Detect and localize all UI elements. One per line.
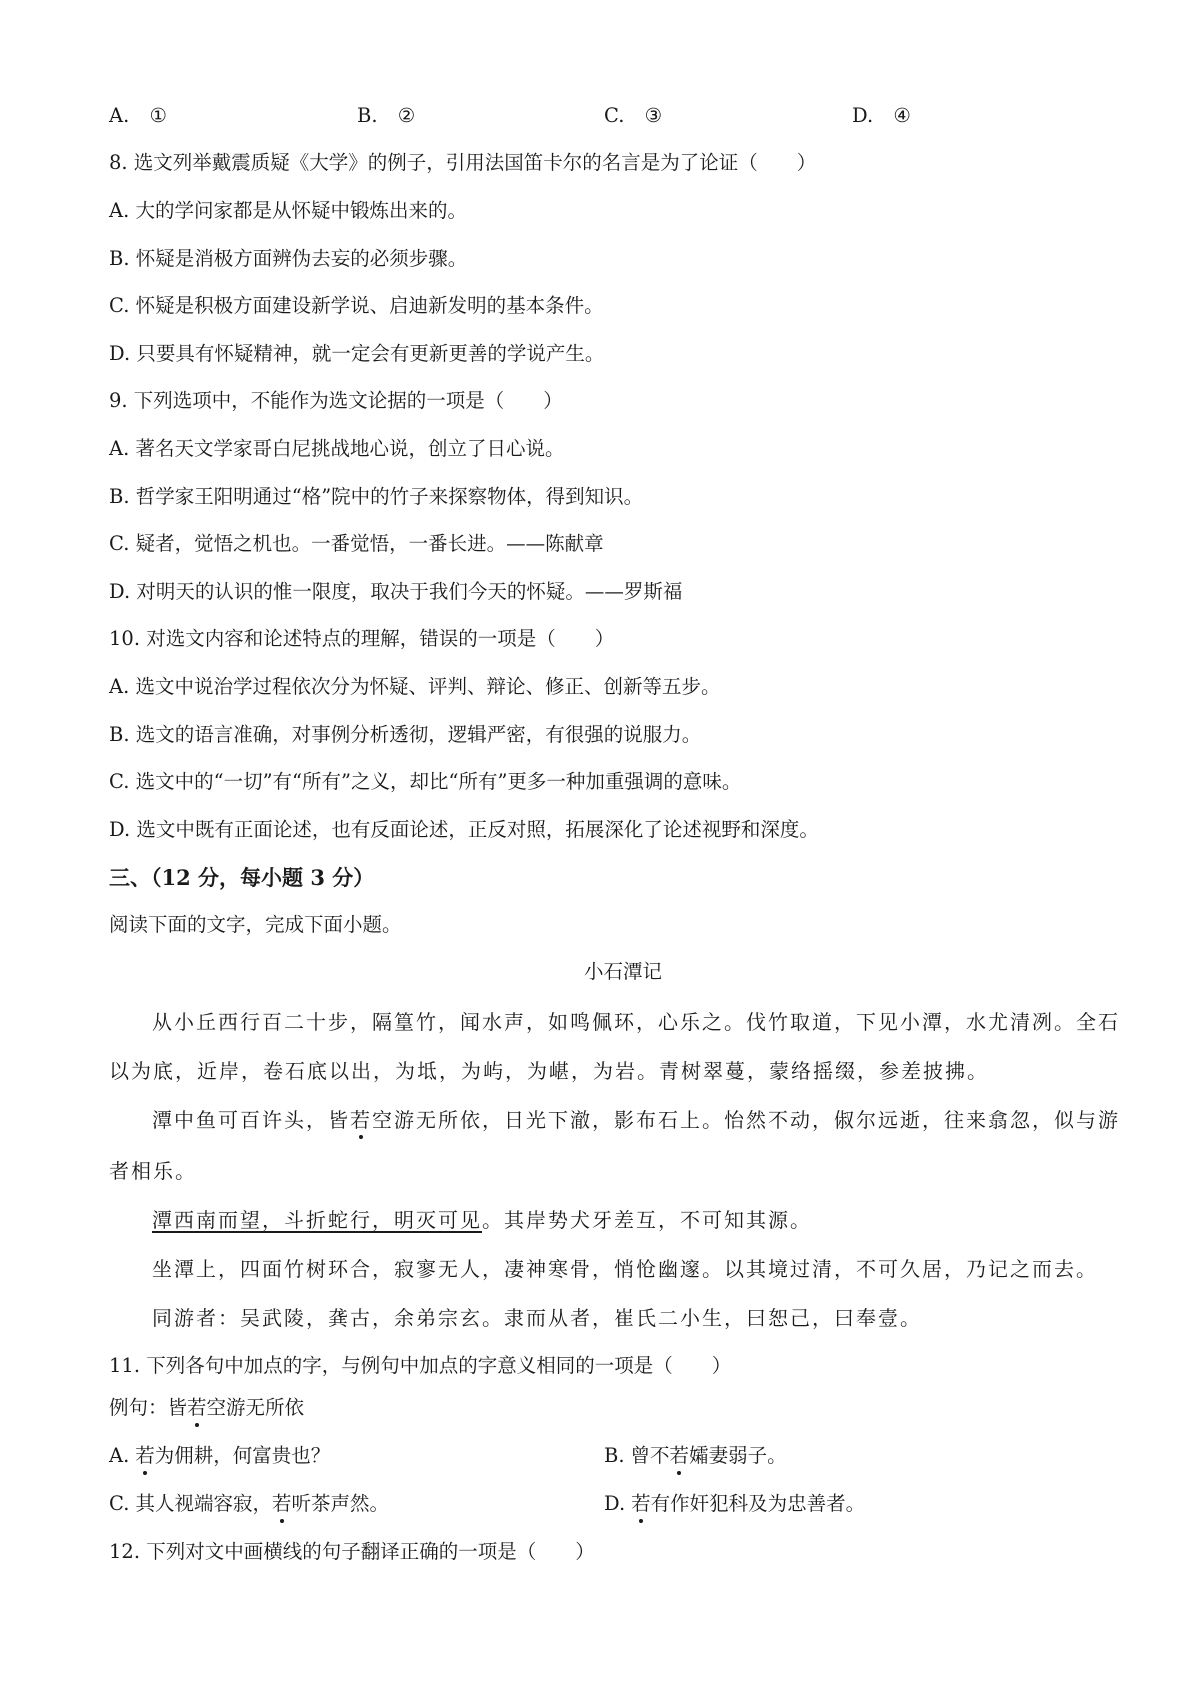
q11-option-a-dot-char: 若 [135,1444,155,1467]
q11-example-dot-char: 若 [187,1396,207,1419]
q11-option-b-letter: B. [604,1444,625,1467]
q11-option-d-letter: D. [604,1492,626,1515]
passage-paragraph-4: 坐潭上，四面竹树环合，寂寥无人，凄神寒骨，悄怆幽邃。以其境过清，不可久居，乃记之而去。 [152,1257,1098,1281]
q7-option-a-letter: A. [109,104,130,127]
q10-option-a[interactable]: A. 选文中说治学过程依次分为怀疑、评判、辩论、修正、创新等五步。 [109,675,721,698]
q12-stem: 12. 下列对文中画横线的句子翻译正确的一项是（ ） [109,1540,595,1563]
passage-paragraph-3 [152,1208,812,1232]
q10-option-d[interactable]: D. 选文中既有正面论述，也有反面论述，正反对照，拓展深化了论述视野和深度。 [109,818,819,841]
q8-stem: 8. 选文列举戴震质疑《大学》的例子，引用法国笛卡尔的名言是为了论证（ ） [109,151,817,174]
q7-option-c-text: ③ [644,104,663,127]
q7-option-b-letter: B. [357,104,378,127]
q11-option-c-dot-char: 若 [271,1492,292,1515]
q10-option-c[interactable]: C. 选文中的“一切”有“所有”之义，却比“所有”更多一种加重强调的意味。 [109,770,742,793]
q9-option-c[interactable]: C. 疑者，觉悟之机也。一番觉悟，一番长进。——陈献章 [109,532,604,555]
q11-option-b-dot-char: 若 [669,1444,690,1467]
q11-option-c-text: 听茶声然。 [291,1492,389,1515]
passage-paragraph-2-line-1 [152,1108,1120,1132]
passage-title: 小石潭记 [584,960,663,983]
q7-option-d-text: ④ [893,104,911,127]
q11-option-d[interactable] [604,1492,865,1516]
q11-option-c-letter: C. [109,1492,130,1515]
q11-option-a-letter: A. [109,1444,130,1467]
q7-option-c[interactable] [604,104,662,128]
q7-option-d-letter: D. [852,104,874,127]
q7-option-c-letter: C. [604,104,625,127]
q8-option-c[interactable]: C. 怀疑是积极方面建设新学说、启迪新发明的基本条件。 [109,294,604,317]
q9-option-b[interactable]: B. 哲学家王阳明通过“格”院中的竹子来探察物体，得到知识。 [109,485,644,508]
passage-paragraph-5: 同游者：吴武陵，龚古，余弟宗玄。隶而从者，崔氏二小生，曰恕己，曰奉壹。 [152,1306,922,1330]
passage-paragraph-1-line-1: 从小丘西行百二十步，隔篁竹，闻水声，如鸣佩环，心乐之。伐竹取道，下见小潭，水尤清冽。全石 [152,1010,1120,1034]
underlined-sentence: 潭西南而望，斗折蛇行，明灭可见 [152,1208,482,1232]
section-3-heading: 三、（12 分，每小题 3 分） [109,865,375,890]
q8-option-d[interactable]: D. 只要具有怀疑精神，就一定会有更新更善的学说产生。 [109,342,605,365]
emphasis-dot-char: 若 [350,1108,372,1132]
section-3-instruction: 阅读下面的文字，完成下面小题。 [109,913,402,936]
q10-stem: 10. 对选文内容和论述特点的理解，错误的一项是（ ） [109,627,615,650]
q9-option-d[interactable]: D. 对明天的认识的惟一限度，取决于我们今天的怀疑。——罗斯福 [109,580,683,603]
q9-option-a[interactable]: A. 著名天文学家哥白尼挑战地心说，创立了日心说。 [109,437,565,460]
q7-option-b-text: ② [397,104,416,127]
q7-option-b[interactable] [357,104,415,128]
passage-p2-prefix: 潭中鱼可百许头，皆 [152,1108,350,1132]
q7-option-a-text: ① [149,104,167,127]
q11-option-a[interactable] [109,1444,330,1468]
q7-option-a[interactable] [109,104,167,128]
q11-option-d-text: 有作奸犯科及为忠善者。 [650,1492,866,1515]
q11-example-suffix: 空游无所依 [206,1396,305,1419]
q11-option-b[interactable] [604,1444,787,1468]
q11-option-d-dot-char: 若 [631,1492,651,1515]
passage-paragraph-1-line-2: 以为底，近岸，卷石底以出，为坻，为屿，为嵁，为岩。青树翠蔓，蒙络摇缀，参差披拂。 [109,1059,989,1083]
q11-stem: 11. 下列各句中加点的字，与例句中加点的字意义相同的一项是（ ） [109,1354,732,1377]
q11-option-c[interactable] [109,1492,389,1516]
q8-option-b[interactable]: B. 怀疑是消极方面辨伪去妄的必须步骤。 [109,247,468,270]
q11-option-b-pre: 曾不 [630,1444,670,1467]
q11-option-a-text: 为佣耕，何富贵也？ [154,1444,331,1467]
q10-option-b[interactable]: B. 选文的语言准确，对事例分析透彻，逻辑严密，有很强的说服力。 [109,723,702,746]
passage-paragraph-2-line-2: 者相乐。 [109,1159,197,1183]
passage-p3-rest: 。其岸势犬牙差互，不可知其源。 [482,1208,812,1232]
q8-option-a[interactable]: A. 大的学问家都是从怀疑中锻炼出来的。 [109,199,467,222]
q11-example [109,1396,304,1420]
q11-example-prefix: 例句：皆 [109,1396,188,1419]
q11-option-b-text: 孀妻弱子。 [689,1444,787,1467]
q9-stem: 9. 下列选项中，不能作为选文论据的一项是（ ） [109,389,563,412]
q11-option-c-pre: 其人视端容寂， [135,1492,272,1515]
passage-p2-suffix: 空游无所依，日光下澈，影布石上。怡然不动，俶尔远逝，往来翕忽，似与游 [372,1108,1120,1132]
q7-option-d[interactable] [852,104,911,128]
